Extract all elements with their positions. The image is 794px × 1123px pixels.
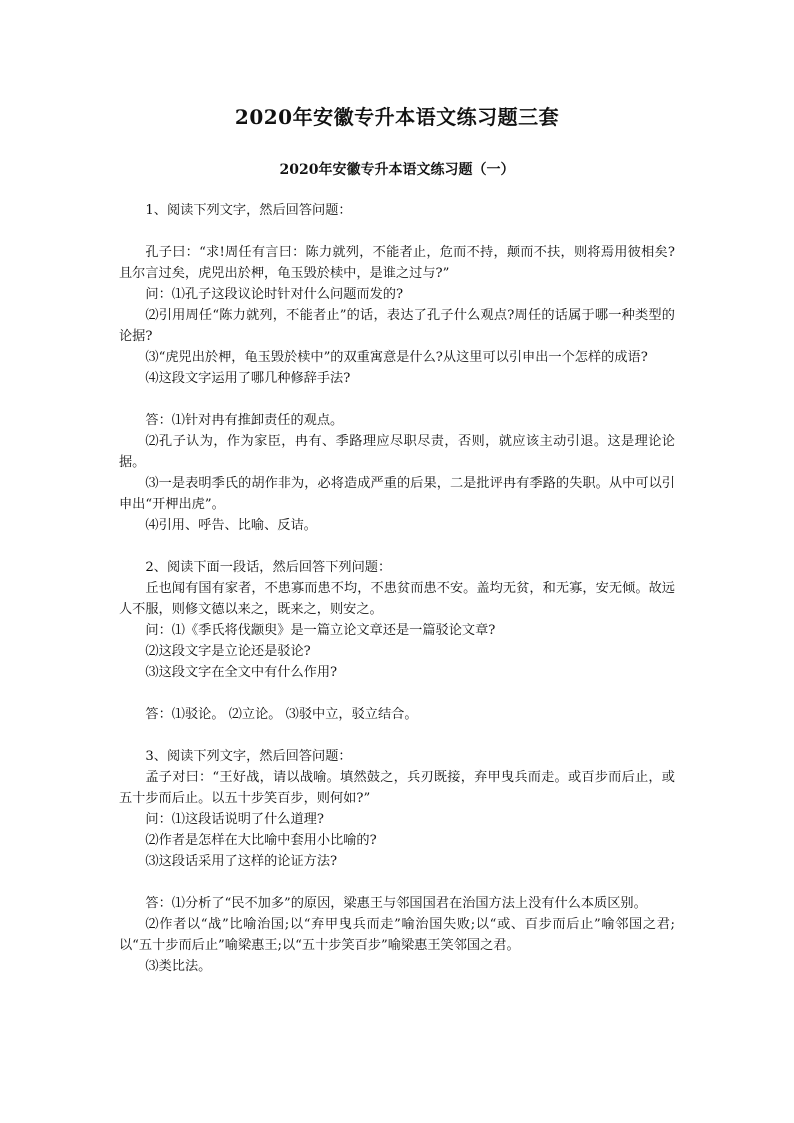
question-text: 问：⑴孔子这段议论时针对什么问题而发的? [145,287,404,302]
spacer [119,725,675,746]
question-text: ⑵这段文字是立论还是驳论? [145,644,311,659]
answer-text: 答：⑴针对冉有推卸责任的观点。 [145,413,344,428]
question-3-heading: 3、阅读下列文字，然后回答问题： [145,749,352,764]
document-body [119,200,675,977]
passage-text: 孟子对曰：“王好战，请以战喻。填然鼓之，兵刃既接，弃甲曳兵而走。或百步而后止，或五十步而后止。以五十步笑百步，则何如?” [119,770,675,806]
question-1-heading: 1、阅读下列文字，然后回答问题： [145,203,352,218]
answer-text: 答：⑴分析了“民不加多”的原因，梁惠王与邻国国君在治国方法上没有什么本质区别。 [145,896,647,911]
question-text: ⑶这段话采用了这样的论证方法? [145,854,338,869]
answer-text: ⑵孔子认为，作为家臣，冉有、季路理应尽职尽责，否则，就应该主动引退。这是理论论据。 [119,434,675,470]
question-text: ⑷这段文字运用了哪几种修辞手法? [145,371,351,386]
question-text: 问：⑴《季氏将伐颛臾》是一篇立论文章还是一篇驳论文章? [145,623,496,638]
document-title: 2020年安徽专升本语文练习题三套 [234,105,560,129]
answer-text: ⑶类比法。 [145,959,212,974]
question-text: ⑶“虎兕出於柙，龟玉毁於椟中”的双重寓意是什么?从这里可以引申出一个怎样的成语? [145,350,648,365]
question-text: 问：⑴这段话说明了什么道理? [145,812,324,827]
answer-text: 答：⑴驳论。 ⑵立论。 ⑶驳中立，驳立结合。 [145,707,418,722]
question-text: ⑶这段文字在全文中有什么作用? [145,665,338,680]
answer-text: ⑷引用、呼告、比喻、反诘。 [145,518,317,533]
question-text: ⑵引用周任“陈力就列，不能者止”的话，表达了孔子什么观点?周任的话属于哪一种类型的论据? [119,308,675,344]
passage-text: 丘也闻有国有家者，不患寡而患不均，不患贫而患不安。盖均无贫，和无寡，安无倾。故远人不服，则修文德以来之，既来之，则安之。 [119,581,675,617]
spacer [119,389,675,410]
question-text: ⑵作者是怎样在大比喻中套用小比喻的? [145,833,377,848]
spacer [119,872,675,893]
spacer [119,536,675,557]
spacer [119,683,675,704]
question-2-heading: 2、阅读下面一段话，然后回答下列问题： [145,560,392,575]
document-subtitle: 2020年安徽专升本语文练习题（一） [279,162,515,178]
spacer [119,221,675,242]
passage-text: 孔子曰：“求!周任有言曰：陈力就列，不能者止，危而不持，颠而不扶，则将焉用彼相矣?且尔言过矣，虎兕出於柙，龟玉毁於椟中，是谁之过与?” [119,245,675,281]
answer-text: ⑶一是表明季氏的胡作非为，必将造成严重的后果，二是批评冉有季路的失职。从中可以引申出“开柙出虎”。 [119,476,675,512]
answer-text: ⑵作者以“战”比喻治国;以“弃甲曳兵而走”喻治国失败;以“或、百步而后止”喻邻国之君;以“五十步而后止”喻梁惠王;以“五十步笑百步”喻梁惠王笑邻国之君。 [119,917,675,953]
